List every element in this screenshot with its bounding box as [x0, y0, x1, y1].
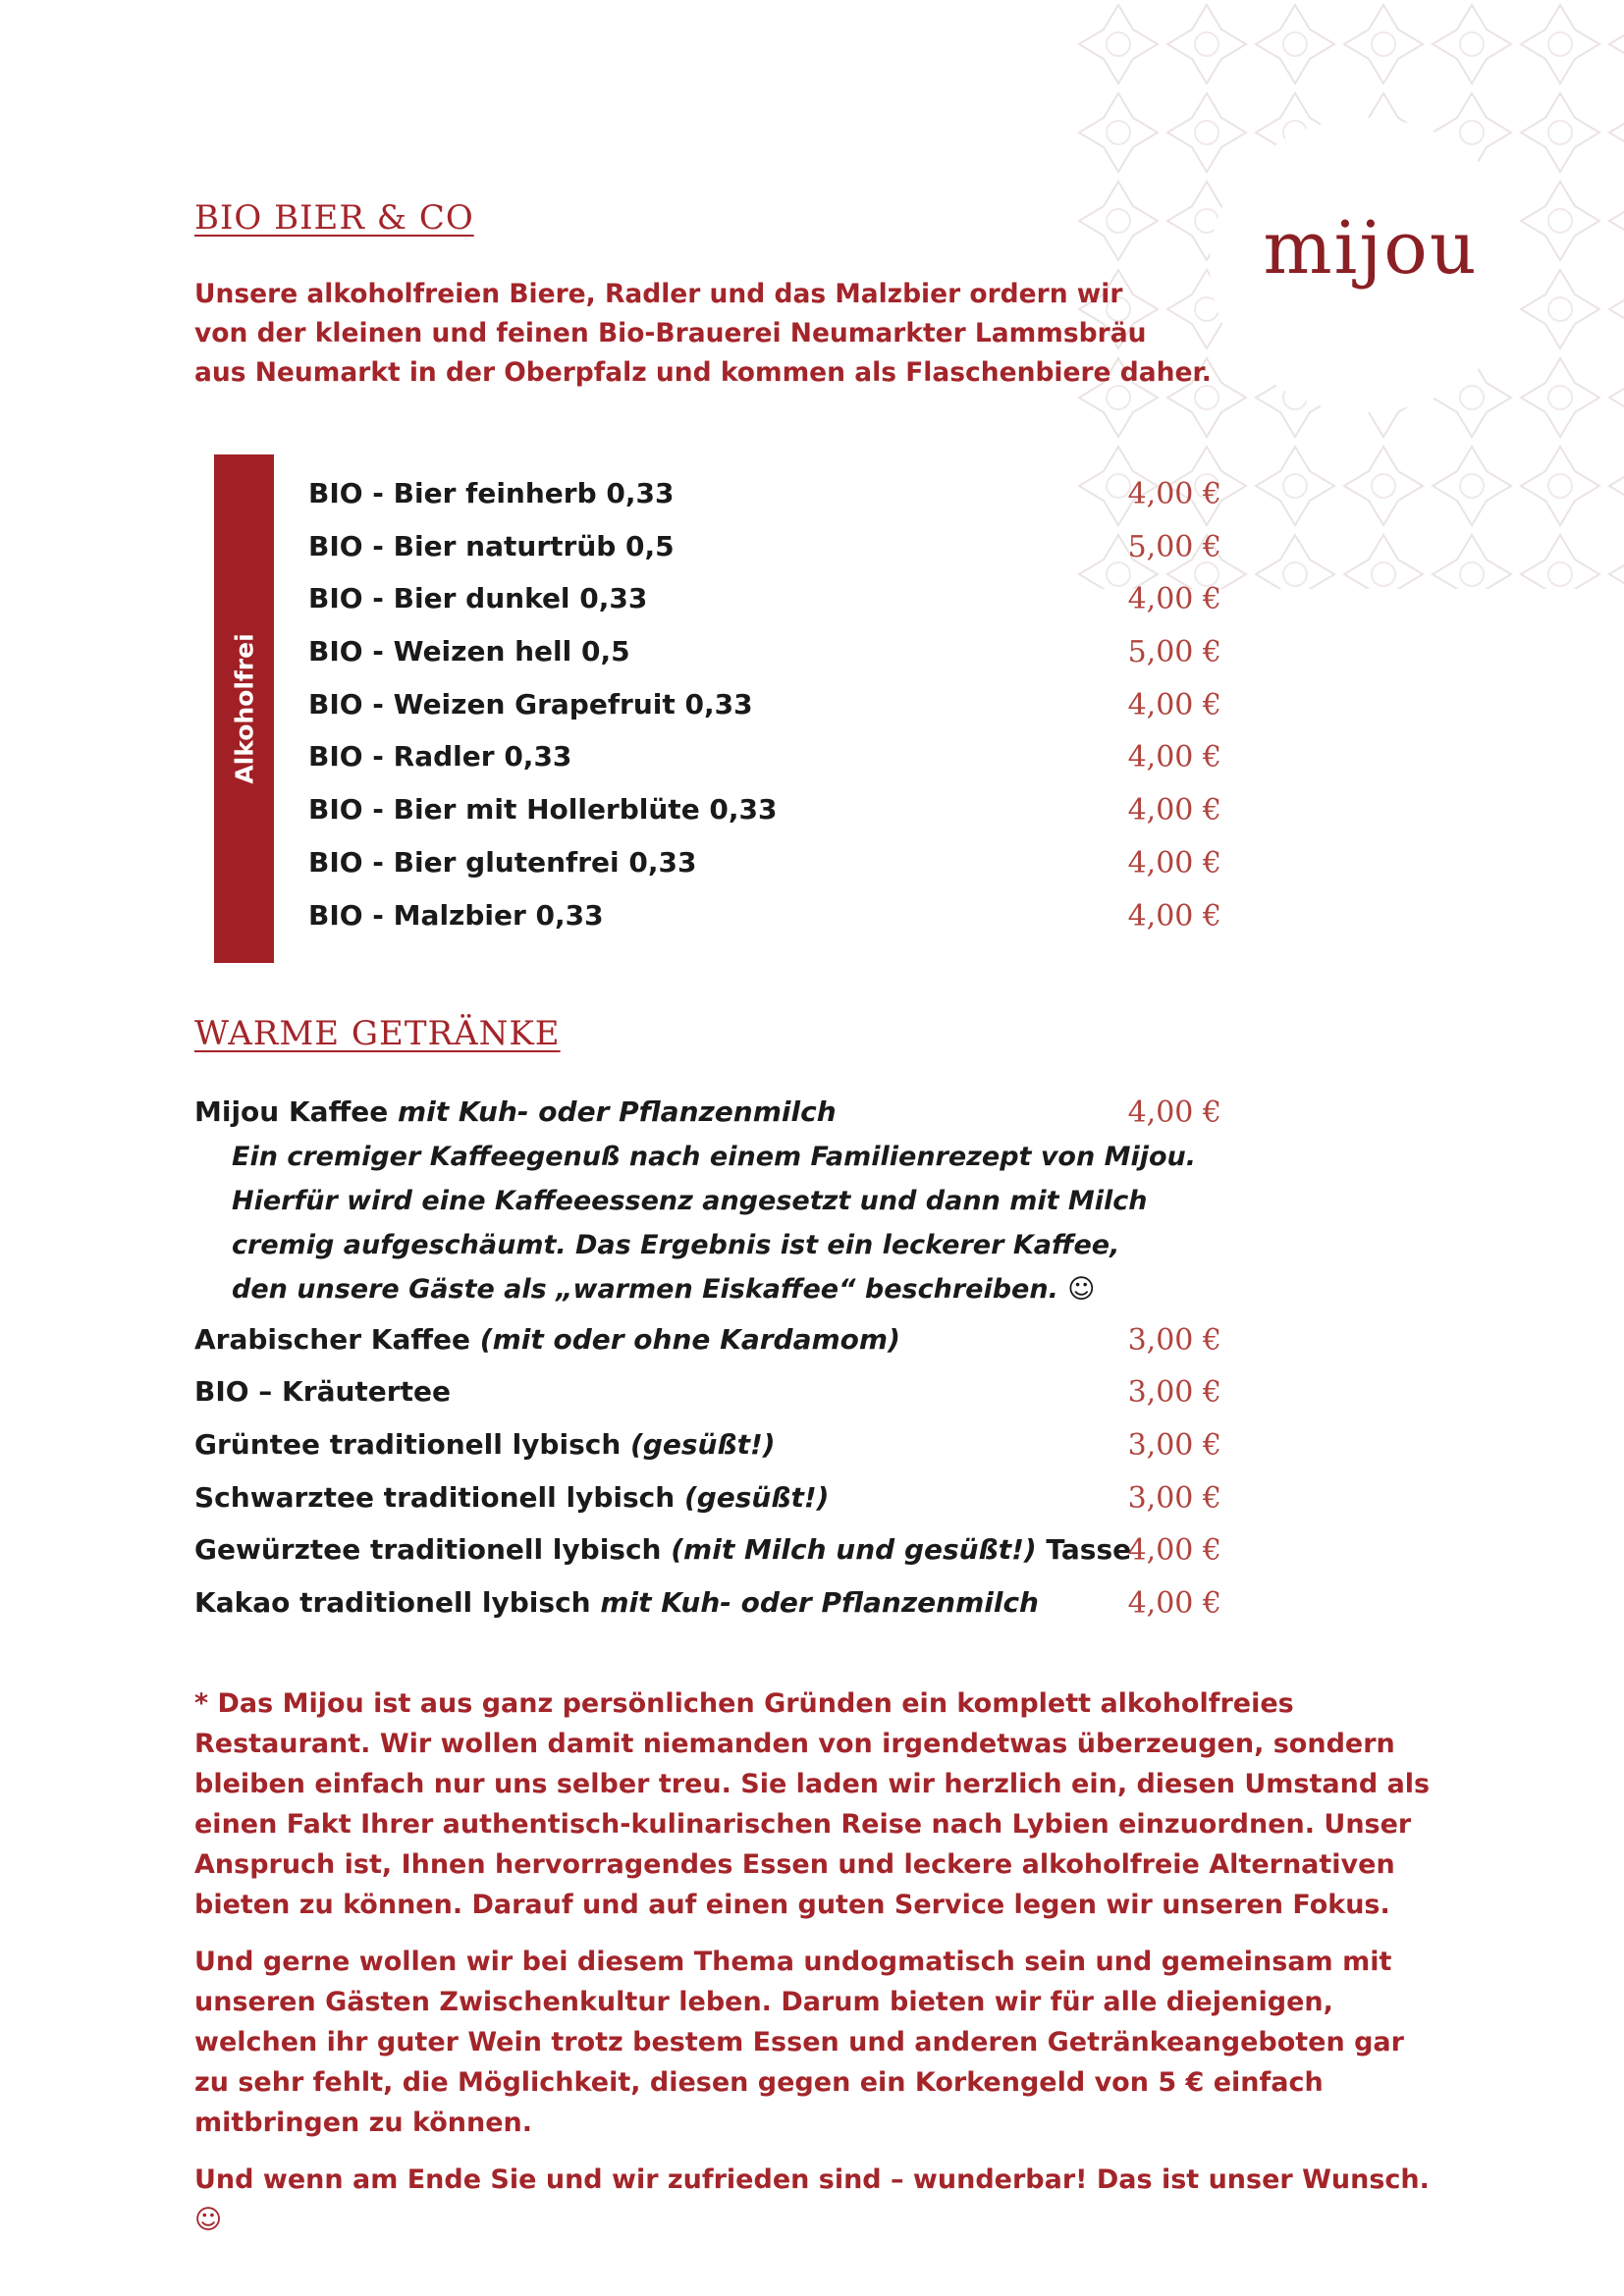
item-name: BIO - Bier glutenfrei 0,33 [308, 845, 697, 879]
menu-item [308, 840, 1221, 893]
footer-paragraph: Und wenn am Ende Sie und wir zufrieden sind – wunderbar! Das ist unser Wunsch. ☺ [194, 2164, 1430, 2235]
item-name: BIO - Bier mit Hollerblüte 0,33 [308, 793, 778, 827]
menu-item [194, 1090, 1221, 1143]
item-price: 5,00 € [1127, 635, 1221, 670]
menu-item [308, 471, 1221, 524]
menu-item [194, 1527, 1221, 1580]
item-note: mit Kuh- oder Pflanzenmilch [397, 1095, 837, 1128]
section-title-warm: WARME GETRÄNKE [194, 1014, 561, 1053]
intro-line: aus Neumarkt in der Oberpfalz und kommen als Flaschenbiere daher. [194, 357, 1212, 388]
description-line: Hierfür wird eine Kaffeeessenz angesetzt und dann mit Milch [232, 1185, 1148, 1216]
item-price: 4,00 € [1127, 793, 1221, 828]
item-name: BIO - Bier dunkel 0,33 [308, 582, 648, 615]
item-suffix: Tasse [1046, 1533, 1132, 1567]
item-price: 4,00 € [1127, 477, 1221, 511]
item-title: Mijou Kaffee [194, 1095, 389, 1128]
item-title: Grüntee traditionell lybisch [194, 1428, 622, 1462]
item-price: 3,00 € [1127, 1480, 1221, 1516]
item-price: 4,00 € [1127, 1533, 1221, 1569]
item-note: (gesüßt!) [630, 1428, 776, 1462]
menu-item [308, 576, 1221, 629]
item-note: (mit Milch und gesüßt!) [671, 1533, 1037, 1567]
warm-drinks-list [194, 1090, 1221, 1633]
item-note: (gesüßt!) [683, 1480, 830, 1514]
description-line: cremig aufgeschäumt. Das Ergebnis ist ein leckerer Kaffee, [232, 1229, 1120, 1260]
menu-item [308, 734, 1221, 787]
item-note: mit Kuh- oder Pflanzenmilch [600, 1586, 1039, 1620]
item-price: 4,00 € [1127, 1095, 1221, 1130]
item-title: Schwarztee traditionell lybisch [194, 1480, 676, 1514]
item-price: 4,00 € [1127, 740, 1221, 775]
item-name: BIO - Radler 0,33 [308, 740, 572, 774]
item-price: 4,00 € [1127, 687, 1221, 722]
menu-item [194, 1422, 1221, 1475]
menu-item [194, 1475, 1221, 1528]
intro-line: Unsere alkoholfreien Biere, Radler und das Malzbier ordern wir [194, 279, 1123, 309]
item-title: BIO – Kräutertee [194, 1375, 451, 1409]
item-price: 3,00 € [1127, 1375, 1221, 1411]
menu-item [194, 1580, 1221, 1633]
item-name [194, 1586, 1039, 1619]
item-name [194, 1481, 829, 1514]
intro-line: von der kleinen und feinen Bio-Brauerei Neumarkter Lammsbräu [194, 318, 1147, 348]
item-note: (mit oder ohne Kardamom) [479, 1322, 900, 1356]
item-name [194, 1323, 900, 1356]
item-name: BIO - Weizen hell 0,5 [308, 635, 630, 668]
item-title: Gewürztee traditionell lybisch [194, 1533, 662, 1567]
footer-paragraph: * Das Mijou ist aus ganz persönlichen Gründen ein komplett alkoholfreies Restaurant. Wir wollen damit niemanden von irgendetwas überzeugen, sondern bleiben einfach nur uns selber treu. Sie laden wir herzlich ein, diesen Umstand als einen Fakt Ihrer authentisch-kulinarischen Reise nach Lybien einzuordnen. Unser Anspruch ist, Ihnen hervorragendes Essen und leckere alkoholfreie Alternativen bieten zu können. Darauf und auf einen guten Service legen wir unseren Fokus. [194, 1688, 1431, 1920]
item-price: 4,00 € [1127, 1586, 1221, 1622]
item-title: Kakao traditionell lybisch [194, 1586, 591, 1620]
logo: mijou [1263, 206, 1479, 291]
item-price: 3,00 € [1127, 1428, 1221, 1464]
item-price: 3,00 € [1127, 1322, 1221, 1358]
beer-list [308, 471, 1221, 945]
item-name [194, 1375, 451, 1408]
sidebar-label: Alkoholfrei [230, 633, 258, 784]
menu-item [308, 524, 1221, 577]
coffee-description [194, 1135, 1221, 1311]
item-name: BIO - Bier naturtrüb 0,5 [308, 529, 675, 562]
item-price: 5,00 € [1127, 529, 1221, 564]
description-line: Ein cremiger Kaffeegenuß nach einem Familienrezept von Mijou. [232, 1141, 1197, 1172]
menu-item [308, 629, 1221, 682]
sidebar-label-bar [214, 454, 274, 963]
item-price: 4,00 € [1127, 898, 1221, 934]
menu-item [308, 787, 1221, 840]
menu-item [194, 1317, 1221, 1370]
item-name: BIO - Weizen Grapefruit 0,33 [308, 687, 753, 721]
menu-item [308, 893, 1221, 946]
menu-item [308, 682, 1221, 735]
description-line: den unsere Gäste als „warmen Eiskaffee“ beschreiben. ☺ [232, 1273, 1096, 1305]
footer-notes [194, 1683, 1441, 2257]
menu-item [194, 1369, 1221, 1422]
item-title: Arabischer Kaffee [194, 1322, 471, 1356]
item-name [194, 1533, 1131, 1566]
item-name: BIO - Malzbier 0,33 [308, 898, 604, 932]
item-name [194, 1095, 837, 1128]
item-name [194, 1428, 776, 1461]
bio-intro [194, 275, 1373, 393]
section-title-bio: BIO BIER & CO [194, 198, 474, 238]
footer-paragraph: Und gerne wollen wir bei diesem Thema undogmatisch sein und gemeinsam mit unseren Gästen Zwischenkultur leben. Darum bieten wir für alle diejenigen, welchen ihr guter Wein trotz bestem Essen und anderen Getränkeangeboten gar zu sehr fehlt, die Möglichkeit, diesen gegen ein Korkengeld von 5 € einfach mitbringen zu können. [194, 1947, 1404, 2138]
item-name: BIO - Bier feinherb 0,33 [308, 477, 675, 509]
item-price: 4,00 € [1127, 582, 1221, 617]
item-price: 4,00 € [1127, 845, 1221, 881]
